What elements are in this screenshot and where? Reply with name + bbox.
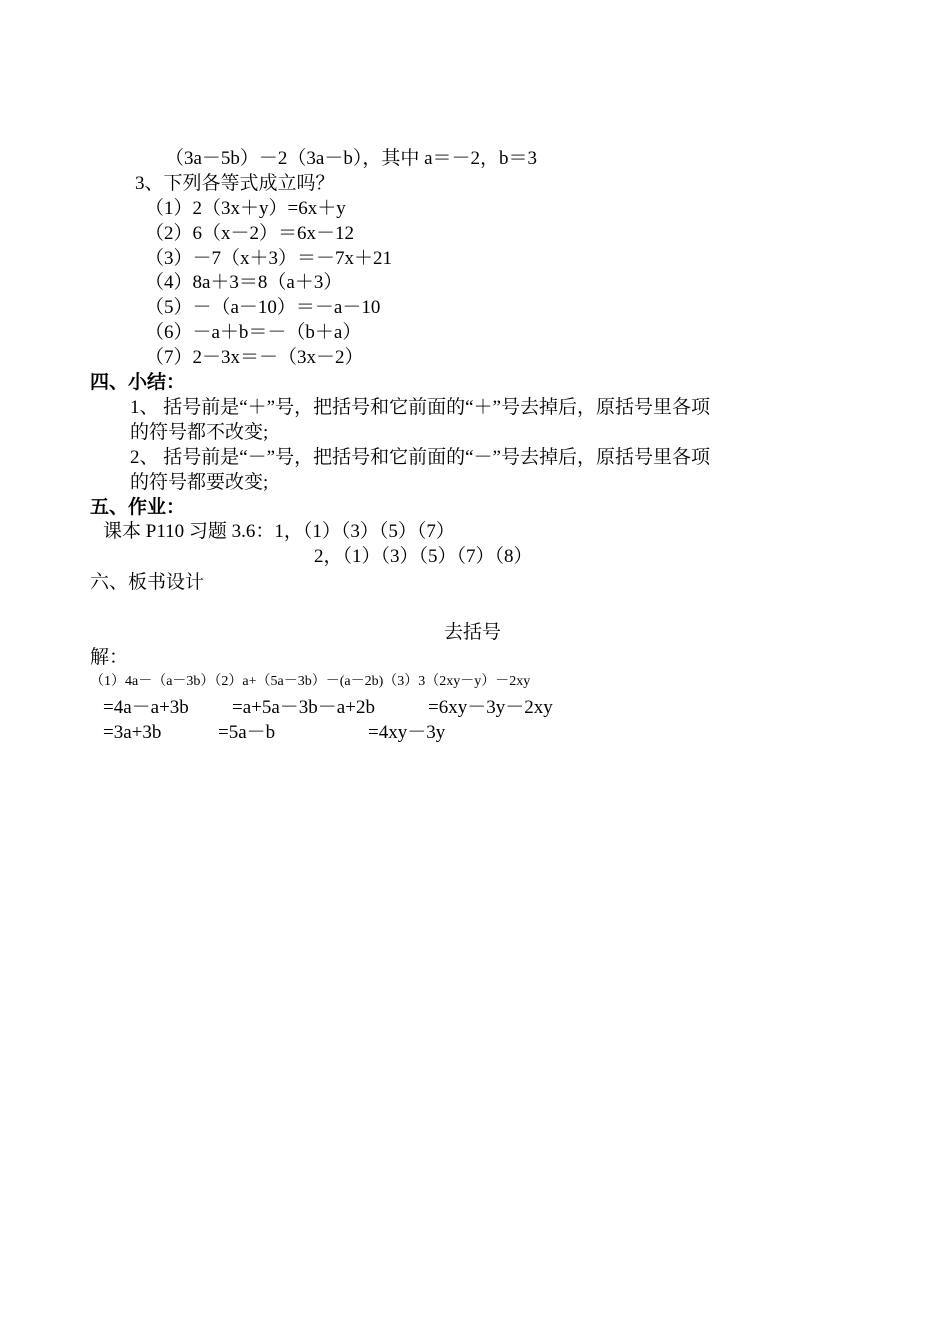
step2-problem2: =5a－b	[218, 722, 276, 743]
summary-heading: 四、小结：	[90, 372, 186, 393]
summary-point2-line2: 的符号都要改变;	[130, 472, 269, 493]
question3-item-5: （5）－（a－10）＝－a－10	[145, 297, 381, 318]
question3-item-6: （6）－a＋b＝－（b＋a）	[145, 322, 362, 343]
solution-label: 解：	[90, 647, 129, 668]
question3-item-4: （4）8a＋3＝8（a＋3）	[145, 272, 343, 293]
question3-item-3: （3）－7（x＋3）＝－7x＋21	[145, 248, 393, 269]
question3-item-1: （1）2（3x＋y）=6x＋y	[145, 198, 346, 219]
question3-item-2: （2）6（x－2）＝6x－12	[145, 223, 355, 244]
homework-line1: 课本 P110 习题 3.6：1，（1）（3）（5）（7）	[103, 521, 455, 542]
homework-line2: 2，（1）（3）（5）（7）（8）	[314, 546, 533, 567]
step1-problem1: =4a－a+3b	[103, 697, 189, 718]
step1-problem2: =a+5a－3b－a+2b	[232, 697, 375, 718]
homework-heading: 五、作业：	[90, 497, 186, 518]
summary-point1-line2: 的符号都不改变;	[130, 422, 269, 443]
step2-problem1: =3a+3b	[103, 722, 162, 743]
step1-problem3: =6xy－3y－2xy	[428, 697, 553, 718]
problems-line: （1）4a－（a－3b）（2）a+（5a－3b）－(a－2b)（3）3（2xy－y）－2xy	[90, 674, 531, 689]
board-title: 去括号	[444, 622, 502, 643]
question3-item-7: （7）2－3x＝－（3x－2）	[145, 347, 364, 368]
summary-point2-line1: 2、 括号前是“－”号，把括号和它前面的“－”号去掉后，原括号里各项	[130, 447, 710, 468]
board-heading: 六、板书设计	[90, 572, 205, 593]
question3-heading: 3、下列各等式成立吗？	[135, 173, 335, 194]
summary-point1-line1: 1、 括号前是“＋”号，把括号和它前面的“＋”号去掉后，原括号里各项	[130, 397, 710, 418]
intro-expression: （3a－5b）－2（3a－b），其中 a＝－2，b＝3	[165, 148, 538, 169]
step2-problem3: =4xy－3y	[368, 722, 446, 743]
